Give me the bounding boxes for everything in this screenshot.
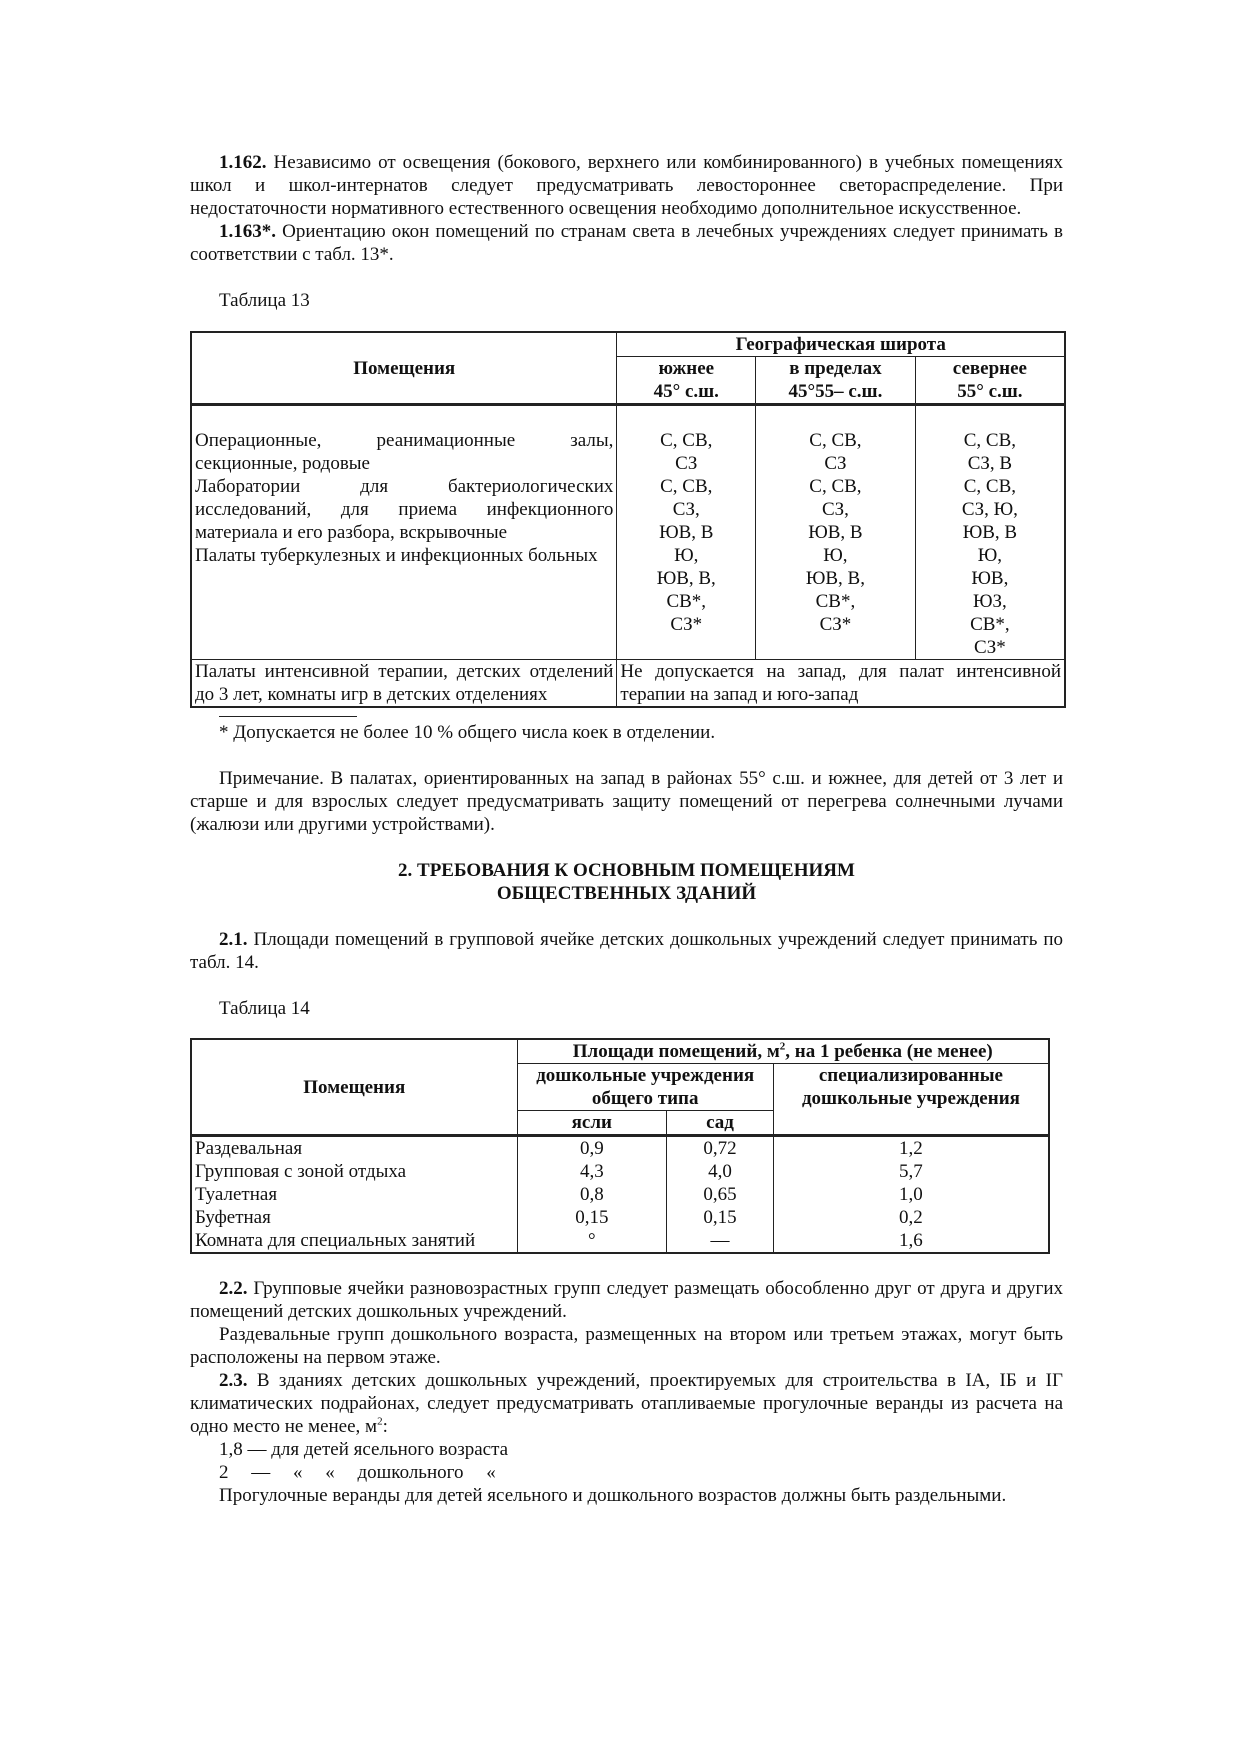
value-special: 1,0 (773, 1183, 1049, 1206)
table-row (191, 544, 1065, 660)
value-garden: 4,0 (667, 1160, 774, 1183)
paragraph-2-2 (190, 1277, 1063, 1323)
table-row (191, 1229, 1049, 1253)
room-name: Палаты туберкулезных и инфекционных больных (191, 544, 617, 660)
header-latitude: Географическая широта (617, 332, 1065, 357)
value-special: 1,2 (773, 1136, 1049, 1161)
paragraph-2-1 (190, 928, 1063, 974)
paragraph-text: В зданиях детских дошкольных учреждений, проектируемых для строительства в IА, IБ и IГ климатических подрайонах, следует предусматривать отапливаемые прогулочные веранды из расчета на одно место не менее, м (190, 1370, 1063, 1437)
room-name: Палаты интенсивной терапии, детских отделений до 3 лет, комнаты игр в детских отделениях (191, 660, 617, 708)
clause-number: 1.163*. (219, 221, 276, 242)
room-name: Туалетная (191, 1183, 517, 1206)
paragraph-1-163 (190, 220, 1063, 266)
value-within: Ю, ЮВ, В, СВ*, СЗ* (756, 544, 916, 660)
value-north: С, СВ, СЗ, В (915, 429, 1065, 475)
header-special: специализированные дошкольные учреждения (773, 1064, 1049, 1136)
header-south: южнее 45° с.ш. (617, 357, 756, 405)
table-row (191, 429, 1065, 475)
list-item: 2 — « « дошкольного « (219, 1462, 496, 1483)
list-item: 1,8 — для детей ясельного возраста (219, 1439, 509, 1460)
table-13 (190, 331, 1066, 708)
paragraph-text: Ориентацию окон помещений по странам света в лечебных учреждениях следует принимать в соответствии с табл. 13*. (190, 221, 1063, 265)
value-special: 0,2 (773, 1206, 1049, 1229)
room-name: Комната для специальных занятий (191, 1229, 517, 1253)
paragraph-text: Площади помещений в групповой ячейке детских дошкольных учреждений следует принимать по табл. 14. (190, 929, 1063, 973)
clause-number: 2.2. (219, 1278, 248, 1299)
table-14-caption: Таблица 14 (219, 998, 310, 1019)
table-row (191, 1160, 1049, 1183)
table-14 (190, 1038, 1050, 1254)
paragraph-1-162 (190, 151, 1063, 220)
value-north: Ю, ЮВ, ЮЗ, СВ*, СЗ* (915, 544, 1065, 660)
table-13-caption: Таблица 13 (219, 290, 310, 311)
value-nursery: 4,3 (517, 1160, 667, 1183)
table-row (191, 1183, 1049, 1206)
room-name: Лаборатории для бактериологических исследований, для приема инфекционного материала и его разбора, вскрывочные (191, 475, 617, 544)
orientation-restriction: Не допускается на запад, для палат интенсивной терапии на запад и юго-запад (617, 660, 1065, 708)
value-garden: 0,15 (667, 1206, 774, 1229)
header-within: в пределах 45°55– с.ш. (756, 357, 916, 405)
value-garden: 0,72 (667, 1136, 774, 1161)
table-row (191, 660, 1065, 708)
header-rooms: Помещения (191, 332, 617, 405)
paragraph-2-2-cont: Раздевальные групп дошкольного возраста, размещенных на втором или третьем этажах, могут быть расположены на первом этаже. (190, 1324, 1063, 1368)
value-nursery: 0,8 (517, 1183, 667, 1206)
value-nursery: 0,15 (517, 1206, 667, 1229)
value-within: С, СВ, СЗ, ЮВ, В (756, 475, 916, 544)
value-within: С, СВ, СЗ (756, 429, 916, 475)
table-note: Примечание. В палатах, ориентированных на запад в районах 55° с.ш. и южнее, для детей от 3 лет и старше и для взрослых следует предусматривать защиту помещений от перегрева солнечными лучами (жалюзи или другими устройствами). (190, 768, 1063, 835)
room-name: Буфетная (191, 1206, 517, 1229)
value-south: Ю, ЮВ, В, СВ*, СЗ* (617, 544, 756, 660)
document-content (190, 151, 1063, 1507)
value-south: С, СВ, СЗ (617, 429, 756, 475)
clause-number: 2.1. (219, 929, 248, 950)
value-north: С, СВ, СЗ, Ю, ЮВ, В (915, 475, 1065, 544)
clause-number: 1.162. (219, 152, 267, 173)
header-nursery: ясли (517, 1111, 667, 1136)
header-area: Площади помещений, $м^2$, на 1 ребенка (не менее) (517, 1039, 1049, 1064)
header-garden: сад (667, 1111, 774, 1136)
value-special: 5,7 (773, 1160, 1049, 1183)
table-row (191, 1206, 1049, 1229)
clause-number: 2.3. (219, 1370, 248, 1391)
paragraph-2-3: 2.3. В зданиях детских дошкольных учреждений, проектируемых для строительства в IА, IБ и IГ климатических подрайонах, следует предусматривать отапливаемые прогулочные веранды из расчета на одно место не менее, $м^2$: (190, 1370, 1063, 1437)
value-nursery: ° (517, 1229, 667, 1253)
value-garden: 0,65 (667, 1183, 774, 1206)
footnote-divider (219, 716, 357, 717)
room-name: Групповая с зоной отдыха (191, 1160, 517, 1183)
header-north: севернее 55° с.ш. (915, 357, 1065, 405)
value-nursery: 0,9 (517, 1136, 667, 1161)
value-south: С, СВ, СЗ, ЮВ, В (617, 475, 756, 544)
header-rooms: Помещения (191, 1039, 517, 1136)
value-garden: — (667, 1229, 774, 1253)
table-row (191, 475, 1065, 544)
section-title: 2. ТРЕБОВАНИЯ К ОСНОВНЫМ ПОМЕЩЕНИЯМ ОБЩЕСТВЕННЫХ ЗДАНИЙ (398, 860, 855, 904)
header-general: дошкольные учреждения общего типа (517, 1064, 773, 1111)
footnote: * Допускается не более 10 % общего числа коек в отделении. (219, 722, 716, 743)
room-name: Операционные, реанимационные залы, секционные, родовые (191, 429, 617, 475)
room-name: Раздевальная (191, 1136, 517, 1161)
table-row (191, 1136, 1049, 1161)
paragraph-2-3-cont: Прогулочные веранды для детей ясельного и дошкольного возрастов должны быть раздельными. (219, 1485, 1007, 1506)
value-special: 1,6 (773, 1229, 1049, 1253)
paragraph-text: Групповые ячейки разновозрастных групп следует размещать обособленно друг от друга и других помещений детских дошкольных учреждений. (190, 1278, 1063, 1322)
paragraph-text: Независимо от освещения (бокового, верхнего или комбинированного) в учебных помещениях школ и школ-интернатов следует предусматривать левостороннее светораспределение. При недостаточности нормативного естественного освещения необходимо дополнительное искусственное. (190, 152, 1063, 219)
